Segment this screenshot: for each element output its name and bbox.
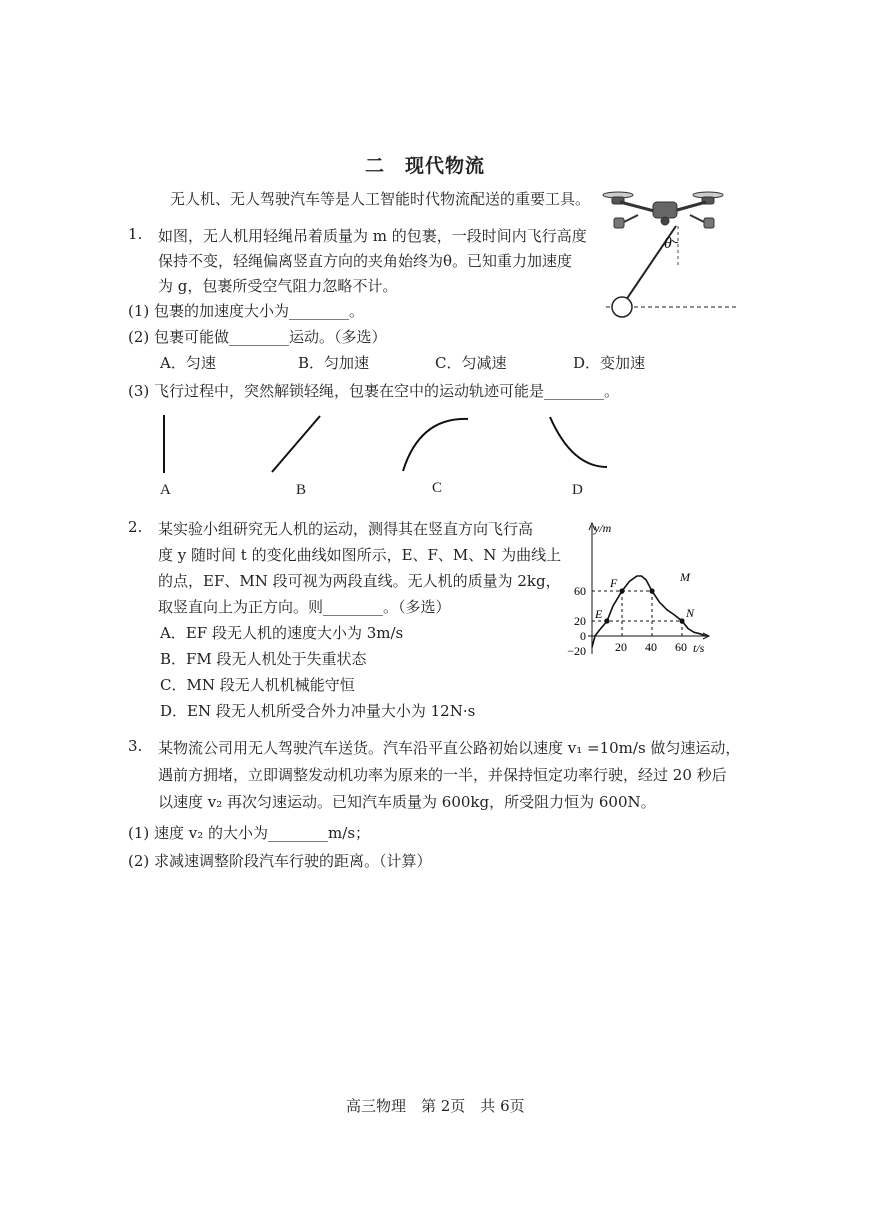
drone-icon — [603, 192, 723, 228]
q2-line2: 度 y 随时间 t 的变化曲线如图所示，E、F、M、N 为曲线上 — [158, 546, 562, 564]
q2-line3: 的点，EF、MN 段可视为两段直线。无人机的质量为 2kg， — [158, 572, 561, 590]
trajectory-label-d: D — [572, 482, 583, 498]
q2-choice-b: B．FM 段无人机处于失重状态 — [160, 650, 367, 668]
q2-line1: 某实验小组研究无人机的运动，测得其在竖直方向飞行高 — [158, 520, 534, 538]
x-tick-20: 20 — [615, 640, 627, 654]
q3-line2: 遇前方拥堵，立即调整发动机功率为原来的一半，并保持恒定功率行驶，经过 20 秒后 — [158, 766, 727, 784]
q1-choice-c: C．匀减速 — [435, 354, 507, 372]
point-label-E: E — [595, 607, 603, 621]
page-footer: 高三物理 第 2页 共 6页 — [346, 1097, 525, 1115]
q1-choice-d: D．变加速 — [573, 354, 646, 372]
trajectory-figure — [150, 405, 630, 500]
q1-line3: 为 g，包裹所受空气阻力忽略不计。 — [158, 277, 398, 295]
q1-choice-a: A．匀速 — [160, 354, 216, 372]
q3-part1: (1) 速度 v₂ 的大小为________m/s； — [128, 824, 371, 842]
trajectory-label-b: B — [296, 482, 307, 498]
package-ball — [612, 297, 632, 317]
q2-choice-c: C．MN 段无人机机械能守恒 — [160, 676, 355, 694]
intro-text: 无人机、无人驾驶汽车等是人工智能时代物流配送的重要工具。 — [170, 190, 591, 208]
q2-line4: 取竖直向上为正方向。则________。（多选） — [158, 598, 451, 616]
trajectory-d — [550, 417, 607, 467]
q2-choice-a: A．EF 段无人机的速度大小为 3m/s — [160, 624, 404, 642]
point-M — [649, 588, 654, 593]
q3-part2: (2) 求减速调整阶段汽车行驶的距离。（计算） — [128, 852, 432, 870]
q2-choice-d: D．EN 段无人机所受合外力冲量大小为 12N·s — [160, 702, 476, 720]
y-tick-3: −20 — [567, 644, 586, 658]
q1-part3: (3) 飞行过程中，突然解锁轻绳，包裹在空中的运动轨迹可能是________。 — [128, 382, 620, 400]
trajectory-b — [272, 416, 320, 472]
height-time-chart — [556, 518, 736, 673]
trajectory-label-a: A — [160, 482, 171, 498]
y-axis-label: y/m — [594, 521, 612, 535]
x-axis-label: t/s — [693, 641, 705, 655]
section-title: 二 现代物流 — [365, 155, 486, 177]
q1-part1: (1) 包裹的加速度大小为________。 — [128, 302, 365, 320]
trajectory-c — [403, 419, 468, 471]
q2-number: 2. — [128, 518, 143, 536]
q1-part2: (2) 包裹可能做________运动。（多选） — [128, 328, 387, 346]
q1-line1: 如图，无人机用轻绳吊着质量为 m 的包裹，一段时间内飞行高度 — [158, 227, 587, 245]
q3-number: 3. — [128, 737, 143, 755]
x-tick-60: 60 — [675, 640, 687, 654]
y-tick-2: 0 — [580, 629, 586, 643]
y-tick-0: 60 — [574, 584, 586, 598]
x-tick-40: 40 — [645, 640, 657, 654]
q3-line3: 以速度 v₂ 再次匀速运动。已知汽车质量为 600kg，所受阻力恒为 600N。 — [158, 793, 656, 811]
q3-line1: 某物流公司用无人驾驶汽车送货。汽车沿平直公路初始以速度 v₁ =10m/s 做匀速运动， — [158, 739, 741, 757]
drone-figure — [598, 188, 738, 323]
q1-choice-b: B．匀加速 — [298, 354, 370, 372]
point-E — [604, 618, 609, 623]
trajectory-label-c: C — [432, 480, 443, 496]
q1-number: 1. — [128, 225, 143, 243]
point-label-N: N — [686, 606, 695, 620]
point-label-M: M — [680, 570, 690, 584]
theta-label: θ — [664, 235, 672, 252]
point-F — [619, 588, 624, 593]
point-N — [679, 618, 684, 623]
y-tick-1: 20 — [574, 614, 586, 628]
q1-line2: 保持不变，轻绳偏离竖直方向的夹角始终为θ。已知重力加速度 — [158, 252, 573, 270]
point-label-F: F — [610, 576, 618, 590]
